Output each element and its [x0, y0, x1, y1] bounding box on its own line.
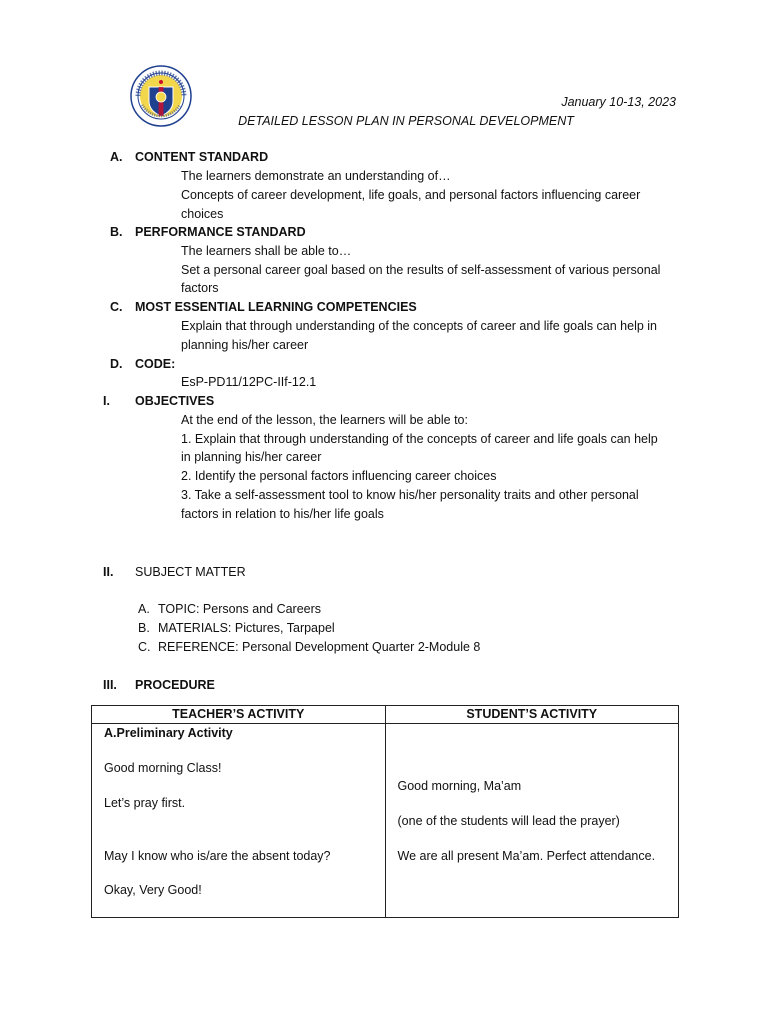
- subject-item-marker: B.: [138, 621, 150, 635]
- objectives-heading: OBJECTIVES: [135, 394, 215, 408]
- teacher-activity-header: TEACHER’S ACTIVITY: [92, 706, 386, 724]
- objectives-line: 2. Identify the personal factors influencing career choices: [181, 469, 497, 483]
- section-c-line: Explain that through understanding of the concepts of career and life goals can help in: [181, 319, 658, 333]
- subject-matter-marker: II.: [103, 565, 114, 579]
- teacher-line: May I know who is/are the absent today?: [104, 849, 331, 863]
- document-title: DETAILED LESSON PLAN IN PERSONAL DEVELOPMENT: [238, 114, 574, 128]
- section-d-heading: CODE:: [135, 357, 176, 371]
- student-line: We are all present Ma’am. Perfect attendance.: [397, 849, 656, 863]
- student-activity-cell: [385, 724, 679, 918]
- procedure-table: [91, 705, 679, 918]
- objectives-line: 1. Explain that through understanding of the concepts of career and life goals can help: [181, 432, 658, 446]
- student-line: (one of the students will lead the prayer): [397, 814, 620, 828]
- procedure-heading: PROCEDURE: [135, 678, 215, 692]
- section-c-marker: C.: [110, 300, 123, 314]
- section-a-line: The learners demonstrate an understanding of…: [181, 169, 451, 183]
- section-c-line: planning his/her career: [181, 338, 309, 352]
- subject-item-marker: C.: [138, 640, 151, 654]
- section-b-line: The learners shall be able to…: [181, 244, 352, 258]
- subject-item-reference: REFERENCE: Personal Development Quarter 2-Module 8: [158, 640, 481, 654]
- subject-item-materials: MATERIALS: Pictures, Tarpapel: [158, 621, 335, 635]
- section-a-line: choices: [181, 207, 224, 221]
- preliminary-activity-heading: A.Preliminary Activity: [104, 726, 233, 740]
- section-c-heading: MOST ESSENTIAL LEARNING COMPETENCIES: [135, 300, 417, 314]
- objectives-line: At the end of the lesson, the learners will be able to:: [181, 413, 468, 427]
- teacher-activity-cell: [92, 724, 386, 918]
- section-b-heading: PERFORMANCE STANDARD: [135, 225, 306, 239]
- teacher-line: Good morning Class!: [104, 761, 222, 775]
- objectives-line: factors in relation to his/her life goals: [181, 507, 384, 521]
- subject-matter-heading: SUBJECT MATTER: [135, 565, 246, 579]
- teacher-line: Let’s pray first.: [104, 796, 186, 810]
- subject-item-marker: A.: [138, 602, 150, 616]
- section-a-line: Concepts of career development, life goals, and personal factors influencing career: [181, 188, 641, 202]
- section-d-marker: D.: [110, 357, 123, 371]
- objectives-marker: I.: [103, 394, 110, 408]
- competency-code: EsP-PD11/12PC-IIf-12.1: [181, 375, 317, 389]
- student-activity-header: STUDENT’S ACTIVITY: [385, 706, 679, 724]
- section-b-line: factors: [181, 281, 219, 295]
- student-line: Good morning, Ma’am: [397, 779, 522, 793]
- section-b-marker: B.: [110, 225, 123, 239]
- procedure-marker: III.: [103, 678, 117, 692]
- objectives-line: in planning his/her career: [181, 450, 322, 464]
- objectives-line: 3. Take a self-assessment tool to know his/her personality traits and other personal: [181, 488, 639, 502]
- section-a-marker: A.: [110, 150, 123, 164]
- subject-item-topic: TOPIC: Persons and Careers: [158, 602, 322, 616]
- teacher-line: Okay, Very Good!: [104, 883, 202, 897]
- section-b-line: Set a personal career goal based on the results of self-assessment of various personal: [181, 263, 661, 277]
- section-a-heading: CONTENT STANDARD: [135, 150, 269, 164]
- lesson-date: January 10-13, 2023: [561, 95, 676, 109]
